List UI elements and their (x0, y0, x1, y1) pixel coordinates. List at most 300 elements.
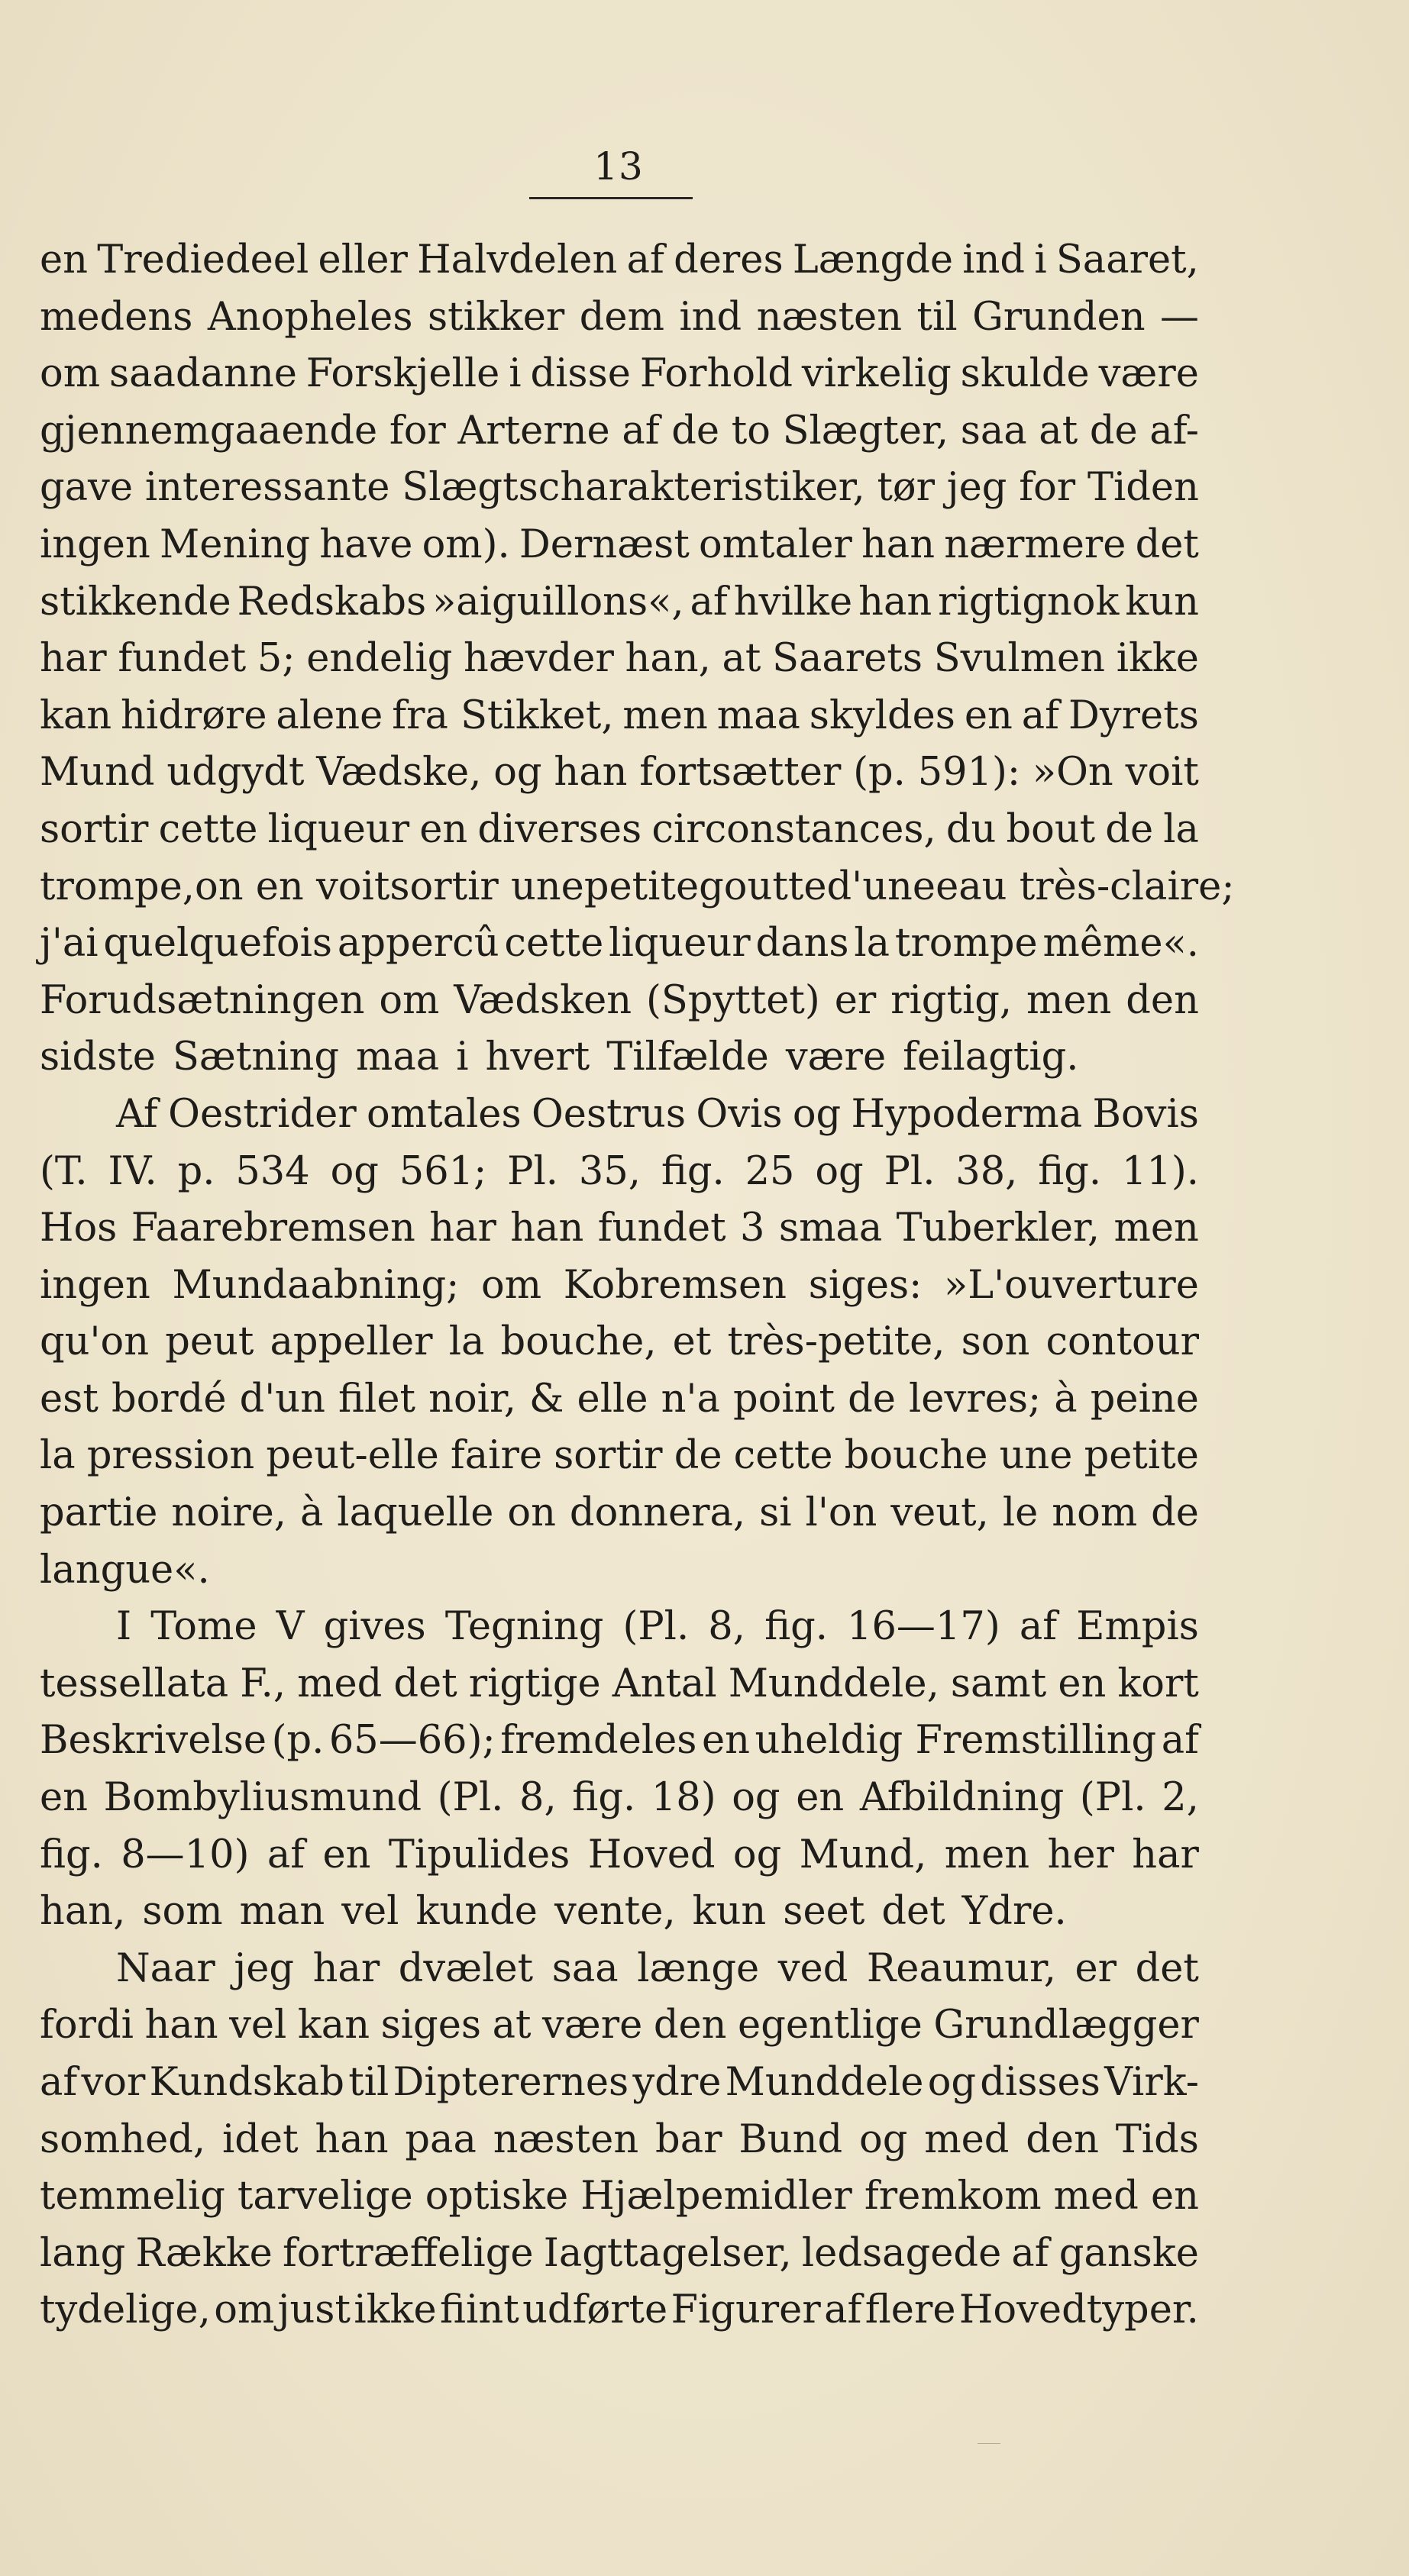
word: maa (356, 1035, 440, 1080)
word: en (40, 237, 89, 282)
word: noir, (428, 1376, 516, 1422)
word: hvert (485, 1035, 590, 1080)
word: hvilke (733, 579, 853, 625)
text-line (40, 1827, 1199, 1884)
word: i (1034, 237, 1047, 282)
word: siges (380, 2003, 482, 2048)
word: bar (655, 2116, 722, 2162)
word: Af (116, 1091, 158, 1137)
word: ind (962, 237, 1026, 282)
word: rigtignok (938, 579, 1120, 625)
text-line (40, 1200, 1199, 1257)
word: længe (637, 1945, 760, 1991)
word: være (785, 1035, 887, 1080)
word: 561; (399, 1148, 487, 1194)
word: som (142, 1889, 223, 1935)
word: har (40, 636, 107, 682)
word: Iagttagelser, (543, 2230, 792, 2276)
text-line (40, 1086, 1199, 1144)
word: Vædske, (316, 750, 482, 796)
word: at (1039, 408, 1078, 454)
word: om). (422, 521, 510, 567)
word: 8, (708, 1604, 745, 1650)
word: faire (450, 1433, 543, 1479)
word: idet (221, 2116, 299, 2162)
word: Halvdelen (417, 237, 618, 282)
text-line (40, 2226, 1199, 2283)
word: une (999, 1433, 1073, 1479)
word: det (1135, 521, 1199, 567)
word: flere (864, 2287, 956, 2333)
word: Tome (150, 1604, 257, 1650)
word: Saarets (772, 636, 923, 682)
word: IV. (108, 1148, 157, 1194)
word: Kobremsen (563, 1262, 787, 1308)
word: en (796, 1775, 845, 1821)
word: Mund (40, 750, 155, 796)
word: son (961, 1319, 1030, 1365)
paper-speck (978, 2443, 1000, 2444)
word: og (732, 1832, 782, 1877)
word: kunde (415, 1889, 538, 1935)
word: tør (877, 465, 936, 511)
word: alene (276, 692, 383, 738)
word: af (690, 579, 728, 625)
word: Pl. (507, 1148, 559, 1194)
word: skulde (960, 351, 1090, 397)
word: Længde (792, 237, 954, 282)
word: en (964, 692, 1013, 738)
word: Hovedtyper. (958, 2287, 1199, 2333)
word: saadanne (108, 351, 297, 397)
text-line (40, 1257, 1199, 1315)
text-line (40, 859, 1235, 916)
text-line (40, 1314, 1199, 1371)
word: p. (177, 1148, 215, 1194)
word: 8, (519, 1775, 557, 1821)
word: j'ai (40, 921, 99, 967)
text-line (40, 631, 1199, 688)
word: & (529, 1376, 564, 1422)
word: (T. (40, 1148, 88, 1194)
word: levres; (908, 1376, 1042, 1422)
word: I (116, 1604, 132, 1650)
word: en (1058, 1661, 1107, 1706)
word: du (945, 806, 997, 852)
word: tarvelige (237, 2174, 413, 2219)
word: Anopheles (207, 294, 413, 340)
word: cette (158, 806, 258, 852)
text-line (40, 574, 1199, 631)
text-line (40, 1428, 1199, 1485)
word: virkelig (801, 351, 952, 397)
word: af (267, 1832, 305, 1877)
word: ikke (354, 2287, 437, 2333)
word: Hjælpemidler (580, 2174, 852, 2219)
word: Tegning (444, 1604, 604, 1650)
word: omtaler (698, 521, 852, 567)
word: fundet (118, 636, 247, 682)
word: endelig (306, 636, 453, 682)
word: men (1026, 977, 1112, 1023)
word: skyldes (809, 692, 955, 738)
word: fig. (661, 1148, 725, 1194)
word: si (759, 1490, 792, 1536)
word: Række (135, 2230, 273, 2276)
word: d'une (826, 864, 936, 909)
word: Naar (116, 1945, 215, 1991)
word: Tids (1115, 2116, 1199, 2162)
word: 591): (917, 750, 1021, 796)
word: »On (1032, 750, 1113, 796)
text-line (40, 1599, 1199, 1656)
word: Faarebremsen (131, 1206, 415, 1251)
word: petite (583, 864, 700, 909)
word: ingen (40, 1262, 150, 1308)
word: Tipulides (388, 1832, 570, 1877)
word: Dipterernes (393, 2060, 629, 2105)
word: — (1159, 294, 1199, 340)
word: af (1011, 2230, 1049, 2276)
word: en (1150, 2174, 1199, 2219)
word: saa (551, 1945, 619, 1991)
word: har (1132, 1832, 1199, 1877)
body-text (40, 232, 1235, 2339)
text-line (40, 2168, 1199, 2226)
word: à (1054, 1376, 1078, 1422)
word: Slægter, (782, 408, 949, 454)
word: siges: (808, 1262, 923, 1308)
text-line (40, 346, 1199, 403)
word: at (492, 2003, 532, 2048)
word: appercû (337, 921, 499, 967)
word: gives (323, 1604, 426, 1650)
word: Redskabs (237, 579, 427, 625)
word: contour (1045, 1319, 1199, 1365)
word: to (731, 408, 771, 454)
word: er (1075, 1945, 1117, 1991)
word: har (312, 1945, 380, 1991)
word: partie (40, 1490, 158, 1536)
word: diverses (477, 806, 642, 852)
word: jeg (234, 1945, 295, 1991)
word: fra Stikket, (392, 692, 614, 738)
word: n'a (661, 1376, 720, 1422)
word: en (419, 806, 468, 852)
word: i (509, 351, 522, 397)
word: nærmere (944, 521, 1126, 567)
word: donnera, (569, 1490, 746, 1536)
word: liqueur (267, 806, 410, 852)
word: vente, (554, 1889, 676, 1935)
word: næsten (756, 294, 903, 340)
word: 8—10) (121, 1832, 250, 1877)
word: ydre (632, 2060, 722, 2105)
word: ind (679, 294, 742, 340)
word: peut (165, 1319, 254, 1365)
word: 18) (651, 1775, 716, 1821)
word: (p. (853, 750, 906, 796)
text-line (40, 915, 1199, 973)
word: (p. (271, 1718, 325, 1764)
word: eau très-claire; (936, 864, 1235, 909)
word: en (322, 1832, 371, 1877)
word: Slægtscharakteristiker, (402, 465, 865, 511)
word: 38, (955, 1148, 1018, 1194)
word: Sætning (172, 1035, 340, 1080)
word: og (815, 1148, 864, 1194)
text-line (40, 802, 1199, 859)
word: egentlige (738, 2003, 923, 2048)
word: af (40, 2060, 78, 2105)
page-number-rule (529, 197, 693, 199)
word: kan (40, 692, 112, 738)
word: fiint (440, 2287, 519, 2333)
word: quelquefois (103, 921, 333, 967)
word: hidrøre (121, 692, 267, 738)
text-line (40, 2282, 1199, 2339)
word: 11). (1121, 1148, 1199, 1194)
word: om (40, 351, 101, 397)
word: en (40, 1775, 89, 1821)
word: temmelig (40, 2174, 225, 2219)
text-line (40, 232, 1199, 289)
word: han (554, 750, 628, 796)
word: de (1151, 1490, 1199, 1536)
word: det (393, 1661, 457, 1706)
word: jeg (946, 465, 1007, 511)
word: Mening (159, 521, 311, 567)
word: paa (405, 2116, 477, 2162)
word: (Spyttet) (645, 977, 820, 1023)
word: til (348, 2060, 389, 2105)
word: Afbildning (859, 1775, 1065, 1821)
word: for (1019, 465, 1076, 511)
word: fig. (1038, 1148, 1102, 1194)
word: d'un (239, 1376, 325, 1422)
word: sidste (40, 1035, 156, 1080)
word: 16—17) (847, 1604, 1000, 1650)
word: F., (240, 1661, 286, 1706)
word: point (732, 1376, 835, 1422)
word: l'on (805, 1490, 877, 1536)
word: han (144, 2003, 218, 2048)
word: og (859, 2116, 908, 2162)
word: feilagtig. (903, 1035, 1079, 1080)
word: est (40, 1376, 99, 1422)
word: han (315, 2116, 389, 2162)
word: fremkom (864, 2174, 1042, 2219)
word: Forskjelle (305, 351, 500, 397)
word: det (1135, 1945, 1199, 1991)
word: ledsagede (801, 2230, 1002, 2276)
word: være (1098, 351, 1199, 397)
word: den (1026, 2116, 1099, 2162)
word: la (40, 1433, 76, 1479)
word: rigtig, (890, 977, 1013, 1023)
word: Grundlægger (933, 2003, 1199, 2048)
text-line (40, 289, 1199, 347)
text-line (40, 403, 1199, 460)
text-line (40, 1144, 1199, 1201)
word: bouche (844, 1433, 988, 1479)
word: très-petite, (727, 1319, 945, 1365)
word: Tilfælde (606, 1035, 769, 1080)
word: eller (318, 237, 408, 282)
word: Arterne (457, 408, 610, 454)
word: her (1047, 1832, 1114, 1877)
word: cette (733, 1433, 833, 1479)
word: Dyrets (1068, 692, 1199, 738)
word: Bovis (1092, 1091, 1199, 1137)
word: disses (980, 2060, 1100, 2105)
word: (Pl. (1079, 1775, 1146, 1821)
word: noire, (171, 1490, 286, 1536)
word: man (239, 1889, 325, 1935)
word: om (214, 2287, 275, 2333)
word: pression (86, 1433, 255, 1479)
word: voit (1125, 750, 1199, 796)
word: Bund (738, 2116, 843, 2162)
word: V (276, 1604, 305, 1650)
word: (Pl. (622, 1604, 690, 1650)
word: cette (504, 921, 604, 967)
word: fortræffelige (282, 2230, 534, 2276)
word: Hoved (587, 1832, 716, 1877)
word: 3 (740, 1206, 765, 1251)
word: have (319, 521, 413, 567)
word: (Pl. (437, 1775, 504, 1821)
word: Trediedeel (97, 237, 309, 282)
word: la (448, 1319, 485, 1365)
text-line (40, 1884, 1199, 1941)
word: en (701, 1718, 750, 1764)
word: Empis (1076, 1604, 1199, 1650)
text-line (40, 517, 1199, 574)
word: Mundaabning; (172, 1262, 460, 1308)
word: de (848, 1376, 896, 1422)
word: har (429, 1206, 496, 1251)
word: la (854, 921, 890, 967)
word: Figurer (671, 2287, 821, 2333)
word: han (858, 579, 932, 625)
word: Ydre. (961, 1889, 1067, 1935)
word: la (1163, 806, 1199, 852)
word: sortir une (389, 864, 584, 909)
word: peine (1090, 1376, 1199, 1422)
word: nom (1052, 1490, 1138, 1536)
word: ikke (1116, 636, 1199, 682)
word: og (330, 1148, 379, 1194)
text-line (40, 460, 1199, 517)
word: Saaret, (1055, 237, 1199, 282)
word: sortir (554, 1433, 663, 1479)
word: 2, (1162, 1775, 1199, 1821)
word: med (924, 2116, 1010, 2162)
word: omtales (367, 1091, 522, 1137)
word: petite (1084, 1433, 1199, 1479)
word: Kundskab (149, 2060, 345, 2105)
word: og (792, 1091, 842, 1137)
word: just (277, 2287, 351, 2333)
word: Virk- (1104, 2060, 1199, 2105)
word: elle (577, 1376, 648, 1422)
word: vel (341, 1889, 399, 1935)
word: goutte (699, 864, 827, 909)
word: kun (1125, 579, 1199, 625)
word: Vædsken (454, 977, 632, 1023)
page-number: 13 (593, 144, 644, 189)
word: udførte (522, 2287, 668, 2333)
word: Hypoderma (851, 1091, 1083, 1137)
word: Tuberkler, (896, 1206, 1100, 1251)
word: même«. (1042, 921, 1199, 967)
word: de (1089, 408, 1138, 454)
word: ingen (40, 521, 150, 567)
word: 534 (235, 1148, 310, 1194)
word: »L'ouverture (944, 1262, 1199, 1308)
word: i (456, 1035, 469, 1080)
word: ved (777, 1945, 848, 1991)
word: kort (1117, 1661, 1199, 1706)
word: bout (1006, 806, 1096, 852)
word: interessante (144, 465, 390, 511)
word: lang (40, 2230, 126, 2276)
text-line (40, 1656, 1199, 1713)
text-line (40, 688, 1199, 745)
word: à (299, 1490, 324, 1536)
word: tessellata (40, 1661, 229, 1706)
word: af (1161, 1718, 1199, 1764)
text-line (40, 1485, 1199, 1542)
word: disse (530, 351, 631, 397)
word: af- (1149, 408, 1199, 454)
word: Mund, (799, 1832, 927, 1877)
word: Antal (612, 1661, 717, 1706)
word: liqueur (609, 921, 751, 967)
word: Munddele (725, 2060, 924, 2105)
word: Pl. (884, 1148, 936, 1194)
word: ganske (1058, 2230, 1199, 2276)
word: Bombyliusmund (103, 1775, 422, 1821)
word: og (493, 750, 542, 796)
word: Dernæst (519, 521, 690, 567)
word: fremdeles (500, 1718, 697, 1764)
word: det (881, 1889, 945, 1935)
word: Ovis (696, 1091, 783, 1137)
word: Forhold (639, 351, 793, 397)
word: veut, (890, 1490, 989, 1536)
word: filet (338, 1376, 416, 1422)
word: sortir (40, 806, 149, 852)
word: maa (716, 692, 800, 738)
word: dans (755, 921, 849, 967)
word: stikker (427, 294, 565, 340)
word: gave (40, 465, 134, 511)
word: være (541, 2003, 643, 2048)
word: Grunden (972, 294, 1146, 340)
word: le (1002, 1490, 1039, 1536)
word: til (916, 294, 958, 340)
word: qu'on (40, 1319, 150, 1365)
word: Beskrivelse (40, 1718, 267, 1764)
word: et (672, 1319, 712, 1365)
word: Oestrus (532, 1091, 687, 1137)
word: Hos (40, 1206, 118, 1251)
word: og (927, 2060, 977, 2105)
word: Oestrider (168, 1091, 357, 1137)
word: den (653, 2003, 727, 2048)
